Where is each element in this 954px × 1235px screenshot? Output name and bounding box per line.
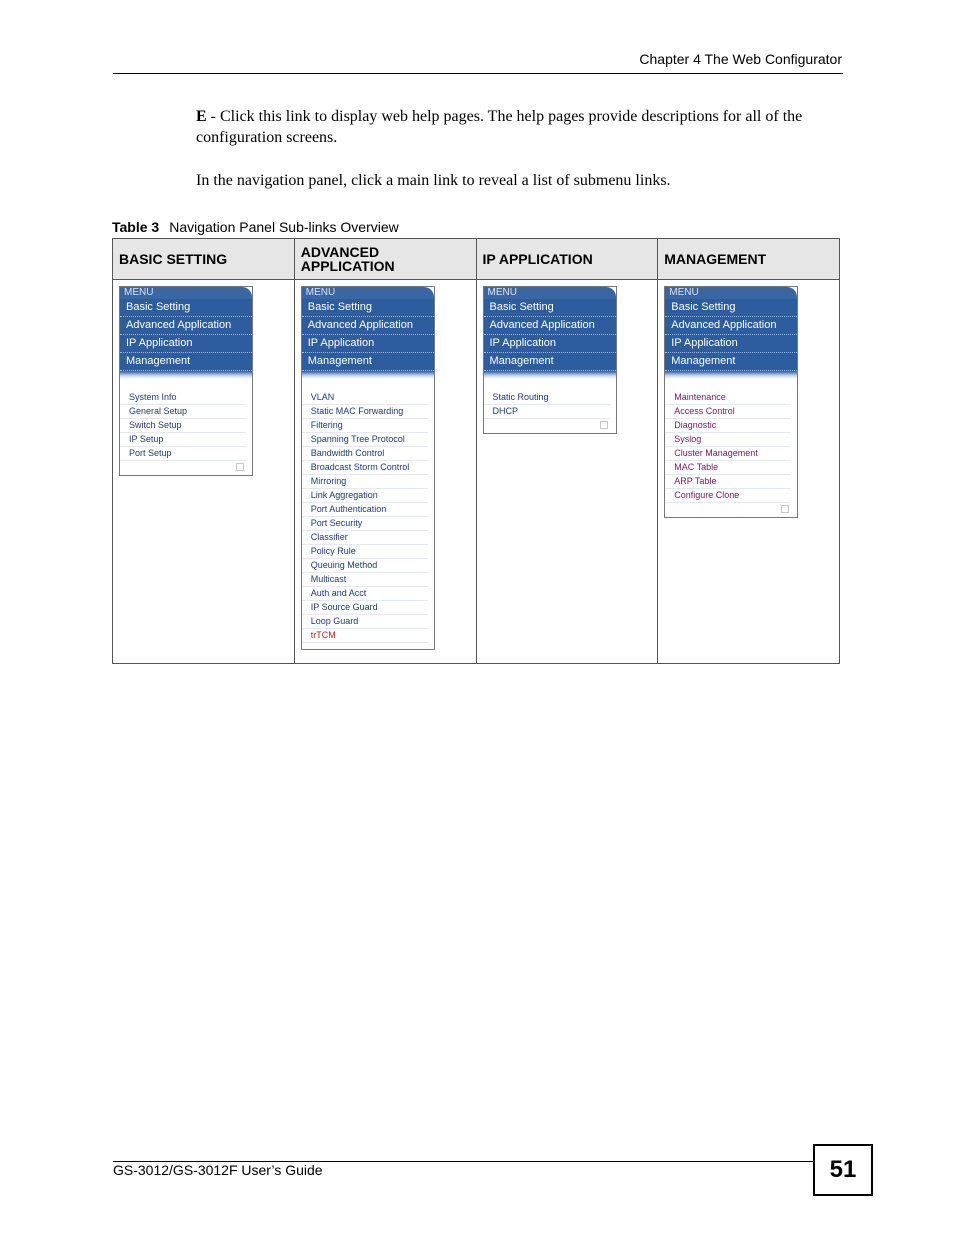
submenu-link[interactable]: Mirroring <box>302 475 428 489</box>
submenu-link[interactable]: System Info <box>120 391 246 405</box>
submenu-link[interactable]: Static MAC Forwarding <box>302 405 428 419</box>
cell-advanced-application <box>294 280 476 664</box>
paragraph-help-text: - Click this link to display web help pages. The help pages provide descriptions for all of the configuration screens. <box>196 108 803 146</box>
menu-title: MENU <box>120 287 252 299</box>
menu-link-basic-setting[interactable]: Basic Setting <box>484 299 616 317</box>
resize-grip-icon <box>236 463 244 471</box>
menu-title: MENU <box>302 287 434 299</box>
menu-link-basic-setting[interactable]: Basic Setting <box>665 299 797 317</box>
table-caption-label: Table 3 <box>112 219 160 235</box>
menu-link-ip-application[interactable]: IP Application <box>120 335 252 353</box>
table-row <box>113 280 840 664</box>
header-management: MANAGEMENT <box>658 239 840 280</box>
menu-link-basic-setting[interactable]: Basic Setting <box>120 299 252 317</box>
menu-link-advanced-application[interactable]: Advanced Application <box>120 317 252 335</box>
submenu-link[interactable]: General Setup <box>120 405 246 419</box>
header-advanced-application: ADVANCED APPLICATION <box>294 239 476 280</box>
submenu-link[interactable]: Spanning Tree Protocol <box>302 433 428 447</box>
submenu-link[interactable]: Link Aggregation <box>302 489 428 503</box>
submenu-link[interactable]: Maintenance <box>665 391 791 405</box>
submenu-link[interactable]: ARP Table <box>665 475 791 489</box>
submenu-link[interactable]: VLAN <box>302 391 428 405</box>
management-menu <box>664 286 798 518</box>
submenu-link[interactable]: Filtering <box>302 419 428 433</box>
table-header-row <box>113 239 840 280</box>
chapter-header: Chapter 4 The Web Configurator <box>639 51 842 67</box>
ip-application-menu <box>483 286 617 434</box>
cell-management <box>658 280 840 664</box>
table-caption <box>112 219 399 235</box>
menu-link-advanced-application[interactable]: Advanced Application <box>665 317 797 335</box>
resize-grip-icon <box>781 505 789 513</box>
submenu-link[interactable]: Classifier <box>302 531 428 545</box>
submenu-link[interactable]: Port Authentication <box>302 503 428 517</box>
menu-link-basic-setting[interactable]: Basic Setting <box>302 299 434 317</box>
paragraph-navigation: In the navigation panel, click a main link to reveal a list of submenu links. <box>196 172 671 189</box>
submenu-link[interactable]: Configure Clone <box>665 489 791 503</box>
menu-link-advanced-application[interactable]: Advanced Application <box>302 317 434 335</box>
submenu-link[interactable]: Auth and Acct <box>302 587 428 601</box>
menu-title: MENU <box>665 287 797 299</box>
menu-title: MENU <box>484 287 616 299</box>
paragraph-key-letter: E <box>196 108 207 125</box>
navigation-sublinks-table <box>112 238 840 664</box>
menu-link-management[interactable]: Management <box>302 353 434 371</box>
submenu-link[interactable]: IP Source Guard <box>302 601 428 615</box>
submenu-link[interactable]: DHCP <box>484 405 610 419</box>
submenu-link[interactable]: Access Control <box>665 405 791 419</box>
footer-guide-title: GS-3012/GS-3012F User’s Guide <box>113 1162 323 1178</box>
submenu-link[interactable]: trTCM <box>302 629 428 643</box>
menu-link-advanced-application[interactable]: Advanced Application <box>484 317 616 335</box>
header-basic-setting: BASIC SETTING <box>113 239 295 280</box>
header-ip-application: IP APPLICATION <box>476 239 658 280</box>
submenu-link[interactable]: Port Security <box>302 517 428 531</box>
menu-link-ip-application[interactable]: IP Application <box>665 335 797 353</box>
paragraph-help-link <box>196 106 846 148</box>
basic-setting-menu <box>119 286 253 476</box>
menu-link-management[interactable]: Management <box>120 353 252 371</box>
menu-separator <box>665 371 797 379</box>
submenu-link[interactable]: IP Setup <box>120 433 246 447</box>
table-caption-text: Navigation Panel Sub-links Overview <box>169 219 399 235</box>
submenu-link[interactable]: Queuing Method <box>302 559 428 573</box>
submenu-link[interactable]: Loop Guard <box>302 615 428 629</box>
menu-link-ip-application[interactable]: IP Application <box>302 335 434 353</box>
cell-basic-setting <box>113 280 295 664</box>
submenu-link[interactable]: MAC Table <box>665 461 791 475</box>
submenu-link[interactable]: Syslog <box>665 433 791 447</box>
page-number: 51 <box>813 1144 873 1196</box>
header-rule <box>113 73 843 74</box>
menu-link-management[interactable]: Management <box>665 353 797 371</box>
resize-grip-icon <box>600 421 608 429</box>
menu-separator <box>120 371 252 379</box>
menu-link-ip-application[interactable]: IP Application <box>484 335 616 353</box>
submenu-link[interactable]: Cluster Management <box>665 447 791 461</box>
submenu-link[interactable]: Bandwidth Control <box>302 447 428 461</box>
menu-separator <box>484 371 616 379</box>
submenu-link[interactable]: Policy Rule <box>302 545 428 559</box>
submenu-link[interactable]: Switch Setup <box>120 419 246 433</box>
menu-link-management[interactable]: Management <box>484 353 616 371</box>
submenu-link[interactable]: Multicast <box>302 573 428 587</box>
submenu-link[interactable]: Port Setup <box>120 447 246 461</box>
cell-ip-application <box>476 280 658 664</box>
menu-separator <box>302 371 434 379</box>
submenu-link[interactable]: Static Routing <box>484 391 610 405</box>
advanced-application-menu <box>301 286 435 650</box>
submenu-link[interactable]: Broadcast Storm Control <box>302 461 428 475</box>
submenu-link[interactable]: Diagnostic <box>665 419 791 433</box>
